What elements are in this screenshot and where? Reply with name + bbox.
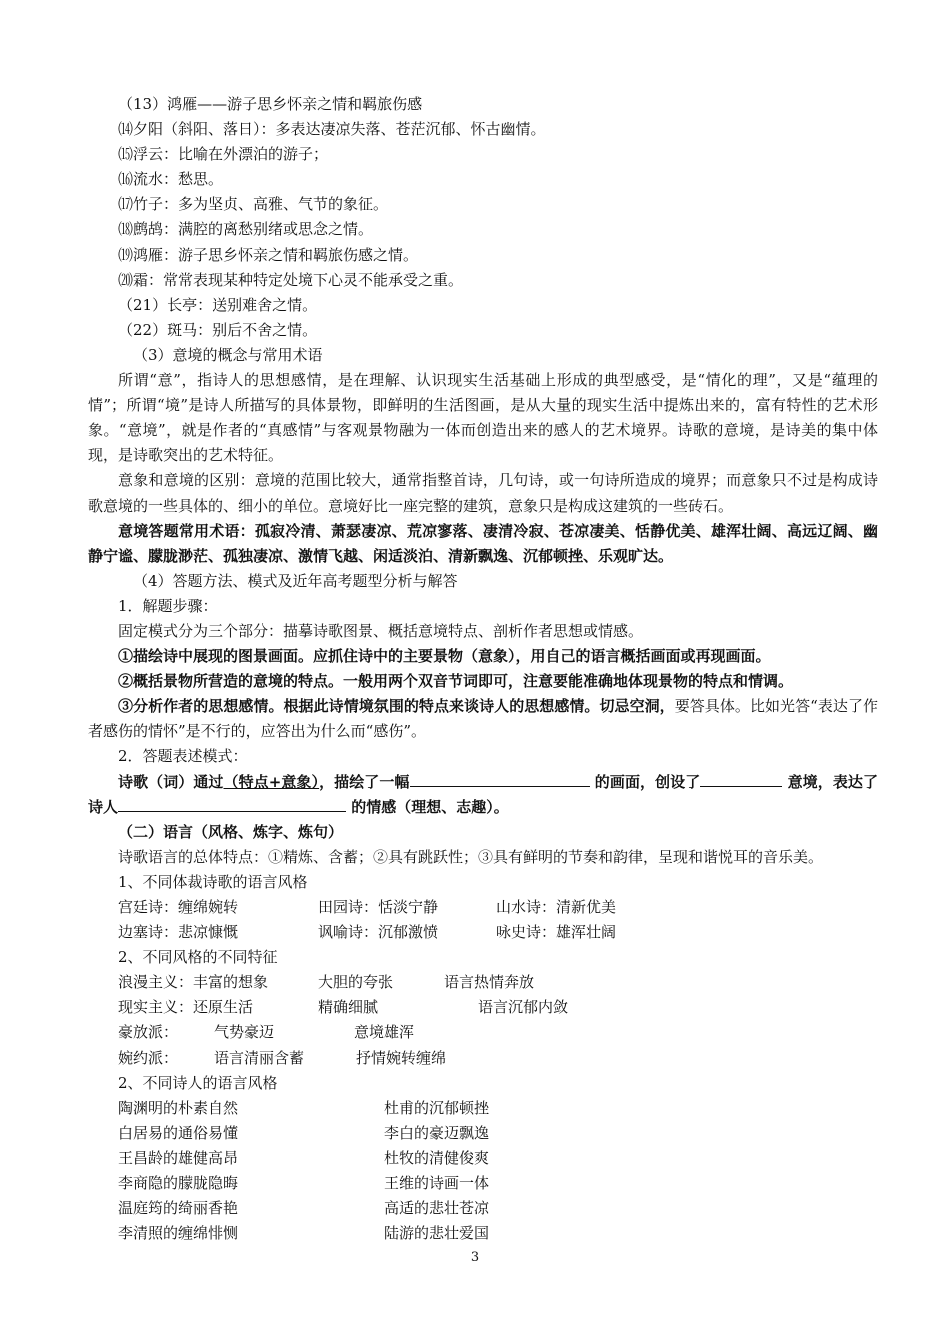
style-cell: 浪漫主义：丰富的想象 <box>118 973 269 992</box>
style-cell: 意境雄浑 <box>354 1023 415 1042</box>
style-cell: 豪放派： <box>118 1023 179 1042</box>
poet-cell: 王维的诗画一体 <box>384 1174 490 1193</box>
document-page <box>88 92 878 1246</box>
yijing-definition-paragraph: 所谓“意”，指诗人的思想感情，是在理解、认识现实生活基础上形成的典型感受，是“情化的理”，又是“蕴理的情”；所谓“境”是诗人所描写的具体景物，即鲜明的生活图画，是从大量的现实生活中提炼出来的，富有特性的艺术形象。“意境”，就是作者的“真感情”与客观景物融为一体而创造出来的感人的艺术境界。诗歌的意境，是诗美的集中体现，是诗歌突出的艺术特征。 <box>88 371 878 465</box>
imagery-item-22: （22）斑马：别后不舍之情。 <box>118 320 318 339</box>
genre-cell: 咏史诗：雄浑壮阔 <box>496 923 617 942</box>
genre-heading: 1、不同体裁诗歌的语言风格 <box>118 872 308 891</box>
poet-row <box>88 1096 878 1121</box>
poet-heading: 2、不同诗人的语言风格 <box>118 1073 278 1092</box>
poet-cell: 杜牧的清健俊爽 <box>384 1148 490 1167</box>
genre-row <box>88 895 878 920</box>
genre-cell: 田园诗：恬淡宁静 <box>318 898 439 916</box>
template-blank-mood <box>700 770 782 787</box>
page-number: 3 <box>470 1250 480 1265</box>
poet-cell: 陆游的悲壮爱国 <box>384 1224 490 1243</box>
imagery-item-18: ⒅鹧鸪：满腔的离愁别绪或思念之情。 <box>118 220 374 239</box>
style-row <box>88 1046 878 1071</box>
poet-cell: 李白的豪迈飘逸 <box>384 1123 490 1142</box>
poet-row <box>88 1196 878 1221</box>
method-step-analyze <box>88 694 878 744</box>
style-cell: 气势豪迈 <box>214 1023 275 1042</box>
poet-row <box>88 1121 878 1146</box>
imagery-item-15: ⒂浮云：比喻在外漂泊的游子； <box>118 145 329 164</box>
imagery-item-19: ⒆鸿雁：游子思乡怀亲之情和羁旅伤感之情。 <box>118 245 419 264</box>
poet-cell: 温庭筠的绮丽香艳 <box>118 1199 239 1218</box>
style-cell: 抒情婉转缠绵 <box>356 1048 447 1067</box>
yijing-difference-paragraph: 意象和意境的区别：意境的范围比较大，通常指整首诗，几句诗，或一句诗所造成的境界；而意象只不过是构成诗歌意境的一些具体的、细小的单位。意境好比一座完整的建筑，意象只是构成这建筑的一些砖石。 <box>88 471 878 515</box>
template-part-3: ，描绘了一幅 <box>319 772 410 791</box>
imagery-item-14: ⒁夕阳（斜阳、落日）：多表达凄凉失落、苍茫沉郁、怀古幽情。 <box>118 120 546 139</box>
poet-cell: 白居易的通俗易懂 <box>118 1123 239 1142</box>
method-step1-heading: 1．解题步骤： <box>118 596 218 615</box>
method-step-describe: ①描绘诗中展现的图景画面。应抓住诗中的主要景物（意象），用自己的语言概括画面或再现画面。 <box>118 647 771 666</box>
imagery-item-21: （21）长亭：送别难舍之情。 <box>118 295 318 314</box>
template-part-2: （特点+意象） <box>223 772 320 791</box>
language-overall: 诗歌语言的总体特点：①精炼、含蓄；②具有跳跃性；③具有鲜明的节奏和韵律，呈现和谐悦耳的音乐美。 <box>118 847 824 866</box>
imagery-item-17: ⒄竹子：多为坚贞、高雅、气节的象征。 <box>118 195 389 214</box>
style-row <box>88 995 878 1020</box>
style-cell: 语言热情奔放 <box>444 973 535 992</box>
genre-row <box>88 920 878 945</box>
style-row <box>88 1020 878 1045</box>
template-part-6: 的情感（理想、志趣）。 <box>346 797 509 816</box>
template-blank-scene <box>410 770 590 787</box>
poet-row <box>88 1221 878 1246</box>
method-step-summarize: ②概括景物所营造的意境的特点。一般用两个双音节词即可，注意要能准确地体现景物的特点和情调。 <box>118 672 794 691</box>
method-step-analyze-rest: 要答具体。比如光答“表达了作者感伤的情怀”是不行的，应答出为什么而“感伤”。 <box>88 697 878 741</box>
template-part-4: 的画面，创设了 <box>589 772 701 791</box>
style-cell: 现实主义：还原生活 <box>118 998 254 1017</box>
yijing-heading: （3）意境的概念与常用术语 <box>133 345 323 364</box>
yijing-terms-paragraph: 意境答题常用术语：孤寂冷清、萧瑟凄凉、荒凉寥落、凄清冷寂、苍凉凄美、恬静优美、雄浑壮阔、高远辽阔、幽静宁谧、朦胧渺茫、孤独凄凉、激情飞越、闲适淡泊、清新飘逸、沉郁顿挫、乐观旷达。 <box>88 521 878 565</box>
poet-cell: 高适的悲壮苍凉 <box>384 1199 490 1218</box>
poet-row <box>88 1171 878 1196</box>
style-cell: 婉约派： <box>118 1048 179 1067</box>
style-cell: 精确细腻 <box>318 998 379 1017</box>
template-blank-emotion <box>118 795 346 812</box>
genre-cell: 宫廷诗：缠绵婉转 <box>118 898 239 916</box>
poet-cell: 陶渊明的朴素自然 <box>118 1098 239 1117</box>
method-heading: （4）答题方法、模式及近年高考题型分析与解答 <box>133 571 458 590</box>
poet-cell: 李清照的缠绵悱恻 <box>118 1224 239 1243</box>
method-fixed-model: 固定模式分为三个部分：描摹诗歌图景、概括意境特点、剖析作者思想或情感。 <box>118 621 644 640</box>
method-step-analyze-bold: ③分析作者的思想感情。根据此诗情境氛围的特点来谈诗人的思想感情。切忌空洞， <box>118 697 675 716</box>
template-part-5: 意境，表达了诗人 <box>88 772 878 816</box>
style-cell: 语言沉郁内敛 <box>478 998 569 1017</box>
poet-cell: 王昌龄的雄健高昂 <box>118 1148 239 1167</box>
template-part-1: 诗歌（词）通过 <box>118 772 224 791</box>
method-step2-heading: 2．答题表述模式： <box>118 747 248 766</box>
poet-cell: 杜甫的沉郁顿挫 <box>384 1098 490 1117</box>
poet-cell: 李商隐的朦胧隐晦 <box>118 1174 239 1193</box>
language-heading: （二）语言（风格、炼字、炼句） <box>118 822 344 841</box>
genre-cell: 边塞诗：悲凉慷慨 <box>118 923 239 942</box>
imagery-item-16: ⒃流水：愁思。 <box>118 170 224 189</box>
imagery-item-13: （13）鸿雁——游子思乡怀亲之情和羁旅伤感 <box>118 95 423 113</box>
style-heading: 2、不同风格的不同特征 <box>118 948 278 967</box>
poet-row <box>88 1146 878 1171</box>
answer-template <box>88 770 878 820</box>
style-row <box>88 970 878 995</box>
genre-cell: 讽喻诗：沉郁激愤 <box>318 923 439 942</box>
style-cell: 语言清丽含蓄 <box>214 1048 305 1067</box>
genre-cell: 山水诗：清新优美 <box>496 898 617 916</box>
imagery-item-20: ⒇霜：常常表现某种特定处境下心灵不能承受之重。 <box>118 270 464 289</box>
style-cell: 大胆的夸张 <box>318 973 394 992</box>
